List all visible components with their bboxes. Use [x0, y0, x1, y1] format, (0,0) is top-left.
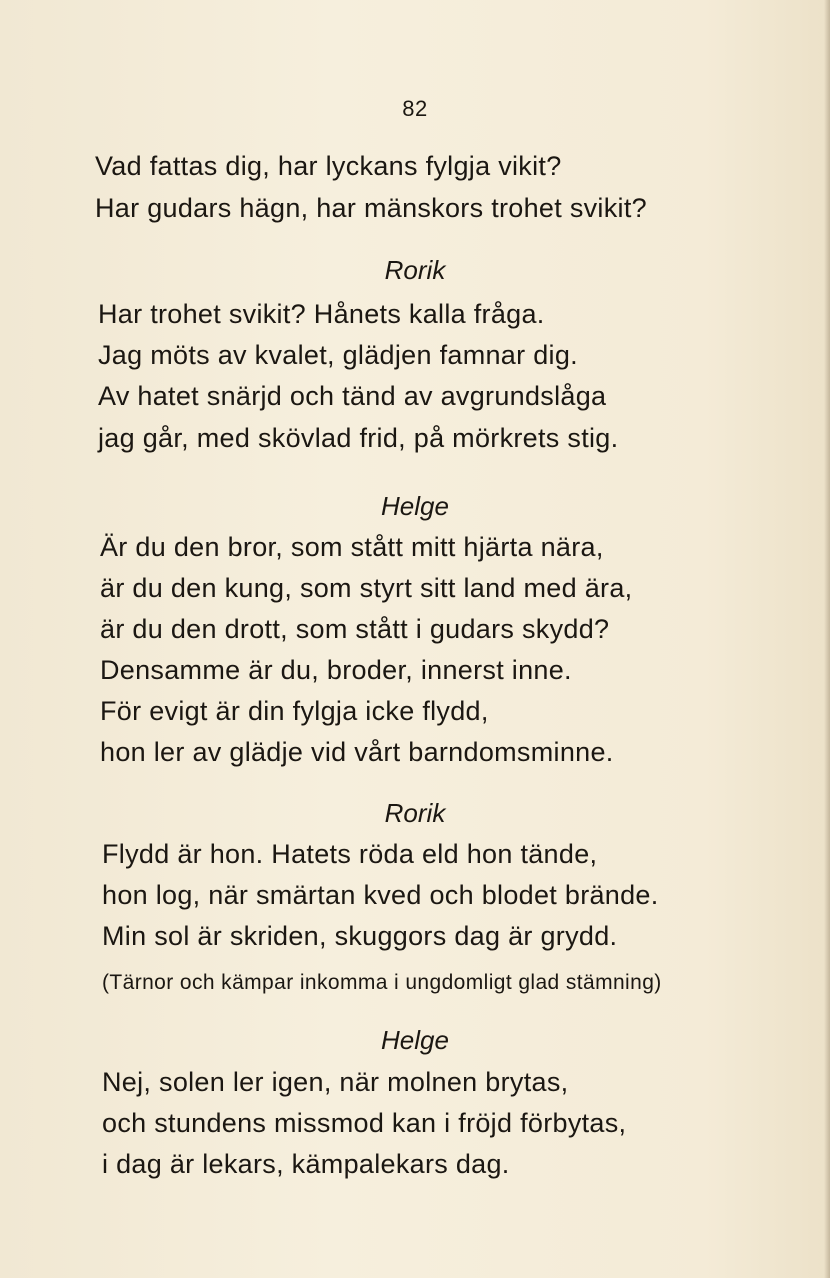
speaker-name: Helge	[381, 491, 449, 521]
verse-line: är du den drott, som stått i gudars skydd?	[100, 614, 610, 644]
verse-line: Har gudars hägn, har mänskors trohet svikit?	[95, 193, 647, 223]
page-number: 82	[402, 96, 428, 121]
speaker-name: Rorik	[384, 798, 446, 828]
verse-line: jag går, med skövlad frid, på mörkrets stig.	[98, 423, 619, 453]
verse-line: Min sol är skriden, skuggors dag är grydd.	[102, 921, 618, 951]
verse-line: hon log, när smärtan kved och blodet brände.	[102, 880, 659, 910]
verse-line: Vad fattas dig, har lyckans fylgja vikit?	[95, 151, 562, 181]
verse-line: För evigt är din fylgja icke flydd,	[100, 696, 489, 726]
verse-line: hon ler av glädje vid vårt barndomsminne.	[100, 737, 614, 767]
verse-line: Nej, solen ler igen, när molnen brytas,	[102, 1067, 569, 1097]
page-edge-shadow	[824, 0, 830, 1278]
speaker-name: Rorik	[384, 255, 446, 285]
verse-line: Flydd är hon. Hatets röda eld hon tände,	[102, 839, 598, 869]
verse-line: Är du den bror, som stått mitt hjärta nära,	[100, 532, 604, 562]
verse-line: Densamme är du, broder, innerst inne.	[100, 655, 572, 685]
verse-line: och stundens missmod kan i fröjd förbytas,	[102, 1108, 627, 1138]
verse-line: i dag är lekars, kämpalekars dag.	[102, 1149, 510, 1179]
speaker-name: Helge	[381, 1025, 449, 1055]
verse-line: Har trohet svikit? Hånets kalla fråga.	[98, 299, 545, 329]
stage-direction: (Tärnor och kämpar inkomma i ungdomligt glad stämning)	[102, 971, 662, 994]
verse-line: Av hatet snärjd och tänd av avgrundslåga	[98, 381, 607, 411]
verse-line: Jag möts av kvalet, glädjen famnar dig.	[98, 340, 578, 370]
verse-line: är du den kung, som styrt sitt land med ära,	[100, 573, 633, 603]
